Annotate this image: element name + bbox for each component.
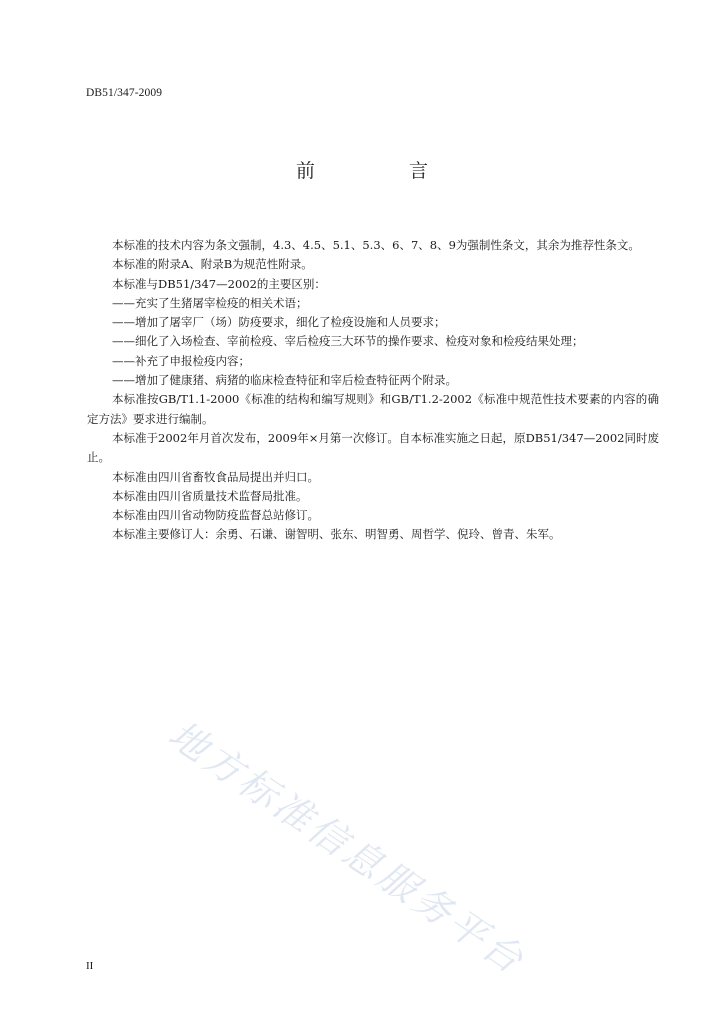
page-title: 前 言 [295,160,473,182]
paragraph-revisers-list: 本标准主要修订人：余勇、石谦、谢智明、张东、明智勇、周哲学、倪玲、曾青、朱军。 [112,527,561,542]
paragraph-drafting-rules: 本标准按GB/T1.1-2000《标准的结构和编写规则》和GB/T1.2-2002《标准中规范性技术要素的内容的确定方法》要求进行编制。 [87,392,659,426]
list-item: ——充实了生猪屠宰检疫的相关术语； [112,295,308,310]
foreword-body [87,236,659,545]
page-number: II [86,960,94,972]
document-code: DB51/347-2009 [86,87,163,99]
paragraph-approver: 本标准由四川省质量技术监督局批准。 [112,488,308,503]
list-item: ——增加了屠宰厂（场）防疫要求，细化了检疫设施和人员要求； [112,315,446,330]
paragraph-main-differences: 本标准与DB51/347—2002的主要区别： [112,276,326,291]
paragraph-release-history: 本标准于2002年月首次发布，2009年×月第一次修订。自本标准实施之日起，原DB51/347—2002同时废止。 [87,430,659,465]
paragraph-reviser: 本标准由四川省动物防疫监督总站修订。 [112,508,319,523]
paragraph-technical-content: 本标准的技术内容为条文强制，4.3、4.5、5.1、5.3、6、7、8、9为强制性条文，其余为推荐性条文。 [112,238,640,252]
watermark: 地方标准信息服务平台 [160,712,534,984]
paragraph-annex: 本标准的附录A、附录B为规范性附录。 [112,257,313,272]
paragraph-proposer: 本标准由四川省畜牧食品局提出并归口。 [112,469,319,484]
list-item: ——补充了申报检疫内容； [112,353,250,368]
list-item: ——细化了入场检查、宰前检疫、宰后检疫三大环节的操作要求、检疫对象和检疫结果处理； [112,334,584,349]
list-item: ——增加了健康猪、病猪的临床检查特征和宰后检查特征两个附录。 [112,373,457,388]
